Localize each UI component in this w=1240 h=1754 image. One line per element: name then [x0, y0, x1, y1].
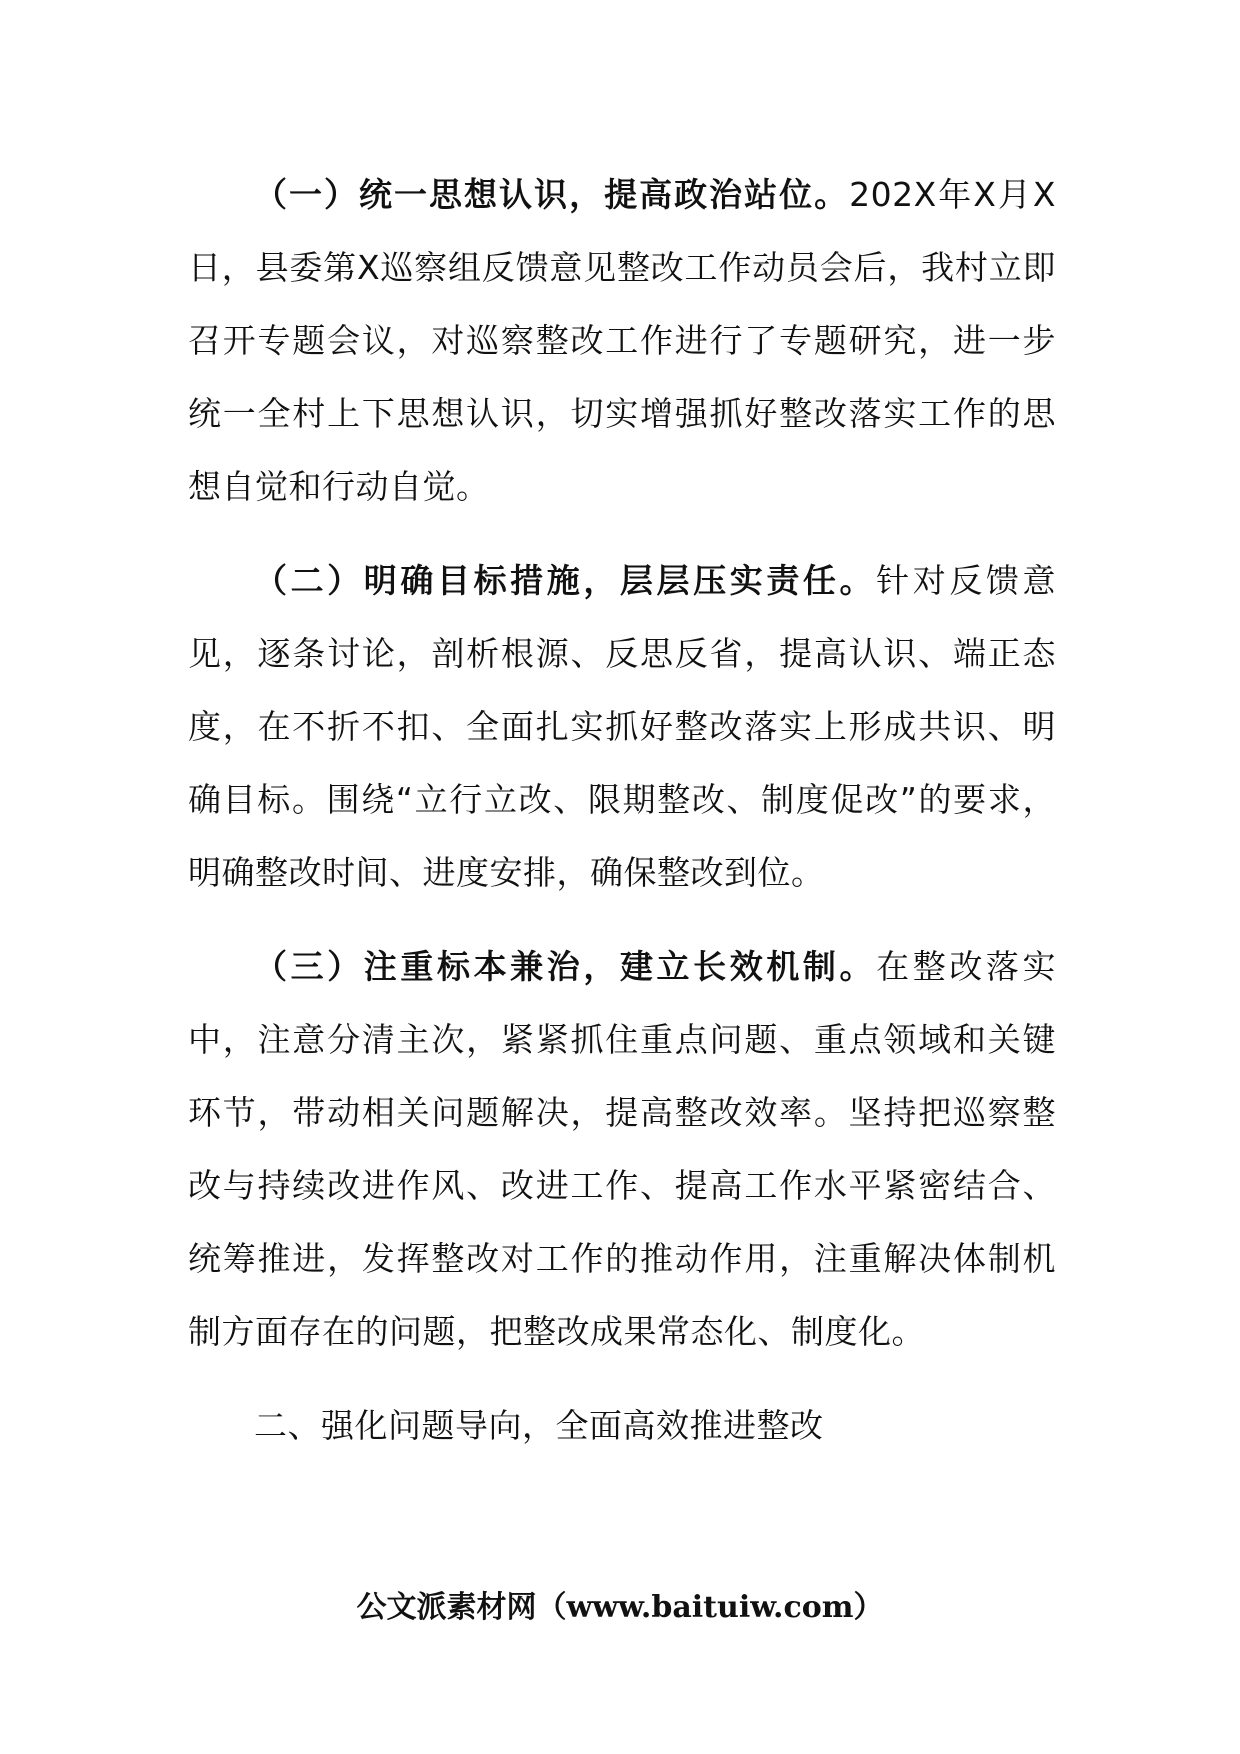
document-body [188, 158, 1056, 1462]
paragraph-3 [188, 930, 1056, 1368]
paragraph-1 [188, 158, 1056, 523]
paragraph-2-body: 针对反馈意见，逐条讨论，剖析根源、反思反省，提高认识、端正态度，在不折不扣、全面扎实抓好整改落实上形成共识、明确目标。围绕“立行立改、限期整改、制度促改”的要求，明确整改时间、进度安排，确保整改到位。 [188, 561, 1057, 892]
section-title: 二、强化问题导向，全面高效推进整改 [254, 1406, 824, 1445]
paragraph-1-body: 202X年X月X日，县委第X巡察组反馈意见整改工作动员会后，我村立即召开专题会议，对巡察整改工作进行了专题研究，进一步统一全村上下思想认识，切实增强抓好整改落实工作的思想自觉和行动自觉。 [188, 175, 1056, 506]
paragraph-1-heading: （一）统一思想认识，提高政治站位。 [254, 175, 850, 214]
paragraph-2 [188, 544, 1056, 909]
paragraph-3-body: 在整改落实中，注意分清主次，紧紧抓住重点问题、重点领域和关键环节，带动相关问题解决，提高整改效率。坚持把巡察整改与持续改进作风、改进工作、提高工作水平紧密结合、统筹推进，发挥整改对工作的推动作用，注重解决体制机制方面存在的问题，把整改成果常态化、制度化。 [188, 947, 1057, 1351]
paragraph-3-heading: （三）注重标本兼治，建立长效机制。 [254, 947, 877, 986]
paragraph-2-heading: （二）明确目标措施，层层压实责任。 [254, 561, 877, 600]
footer-watermark: 公文派素材网（www.baituiw.com） [356, 1590, 884, 1625]
